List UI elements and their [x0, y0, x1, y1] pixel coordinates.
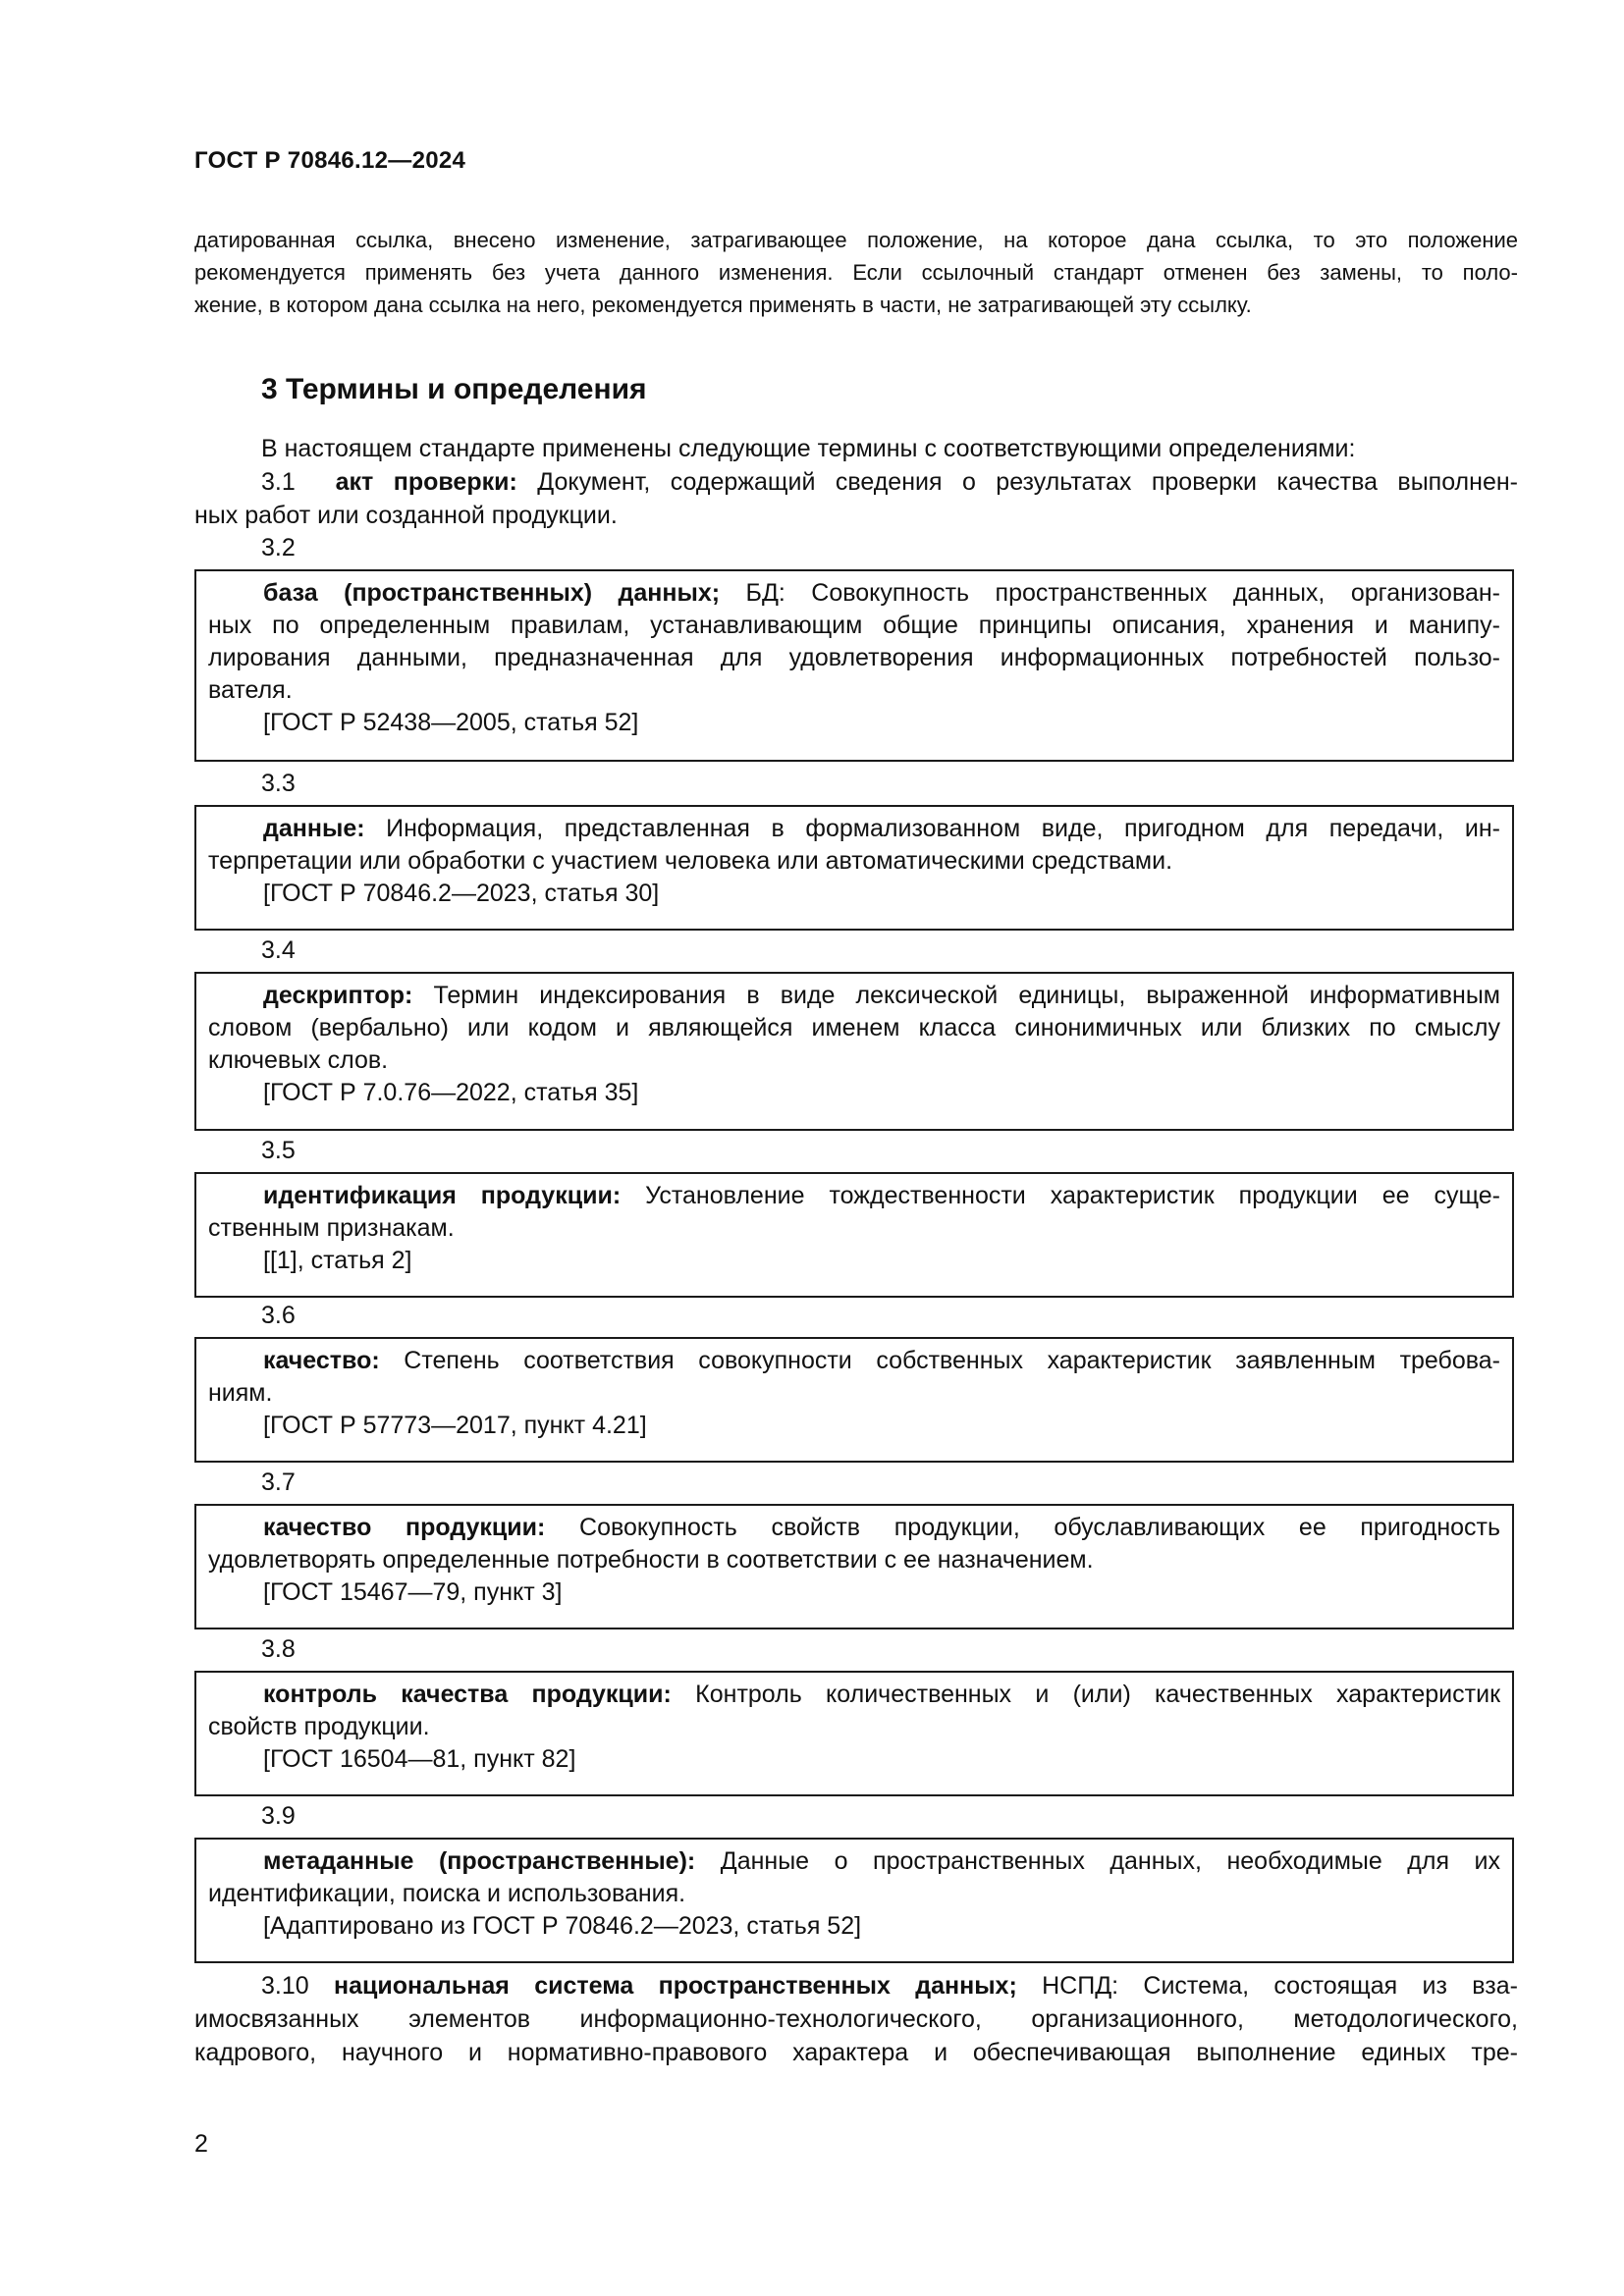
term-definition: Установление тождественности характеристик продукции ее суще- [645, 1182, 1500, 1209]
term-definition-line: ных по определенным правилам, устанавливающим общие принципы описания, хранения и манипу- [208, 612, 1500, 639]
term-number: 3.1 [261, 468, 296, 496]
term-definition-line: лирования данными, предназначенная для удовлетворения информационных потребностей пользо- [208, 644, 1500, 671]
term-definition-line: ственным признакам. [208, 1214, 455, 1242]
section-lead: В настоящем стандарте применены следующие термины с соответствующими определениями: [261, 435, 1356, 462]
term-box-3-6 [194, 1337, 1514, 1463]
term-3-1-cont: ных работ или созданной продукции. [194, 502, 618, 529]
term-box-3-8 [194, 1671, 1514, 1796]
term-box-3-7 [194, 1504, 1514, 1629]
term-definition: Информация, представленная в формализованном виде, пригодном для передачи, ин- [386, 815, 1500, 842]
term-source: [ГОСТ 15467—79, пункт 3] [263, 1578, 563, 1606]
term-first-line [208, 813, 1500, 845]
term-first-line [208, 980, 1500, 1012]
term-number: 3.4 [261, 936, 296, 964]
term-source: [ГОСТ Р 7.0.76—2022, статья 35] [263, 1079, 639, 1106]
term-name: база (пространственных) данных; [263, 579, 721, 607]
term-3-1-line [194, 465, 1518, 499]
term-first-line [208, 1180, 1500, 1212]
term-definition-line: идентификации, поиска и использования. [208, 1880, 686, 1907]
intro-paragraph [194, 224, 1518, 321]
intro-line: жение, в котором дана ссылка на него, рекомендуется применять в части, не затрагивающей эту ссылку. [194, 293, 1252, 317]
term-number: 3.7 [261, 1468, 296, 1496]
term-first-line [208, 1345, 1500, 1377]
term-first-line [208, 577, 1500, 610]
term-box-3-9 [194, 1838, 1514, 1963]
term-source: [ГОСТ 16504—81, пункт 82] [263, 1745, 576, 1773]
term-definition-line: вателя. [208, 676, 293, 704]
term-name: качество: [263, 1347, 380, 1374]
term-3-10-line [194, 1969, 1518, 2002]
term-number: 3.3 [261, 770, 296, 797]
term-definition-line: кадрового, научного и нормативно-правового характера и обеспечивающая выполнение единых тре- [194, 2039, 1518, 2066]
term-box-3-4 [194, 972, 1514, 1131]
term-definition: БД: Совокупность пространственных данных, организован- [745, 579, 1500, 607]
term-name: данные: [263, 815, 365, 842]
term-box-3-5 [194, 1172, 1514, 1298]
term-definition: Совокупность свойств продукции, обуславливающих ее пригодность [579, 1514, 1500, 1541]
term-definition-line: ниям. [208, 1379, 273, 1407]
term-box-3-2 [194, 569, 1514, 762]
term-definition-line: имосвязанных элементов информационно-технологического, организационного, методологического, [194, 2005, 1518, 2033]
term-source: [[1], статья 2] [263, 1247, 412, 1274]
term-definition-line: ключевых слов. [208, 1046, 389, 1074]
document-code-header: ГОСТ Р 70846.12—2024 [194, 147, 466, 174]
term-name: качество продукции: [263, 1514, 546, 1541]
term-name: акт проверки: [335, 468, 517, 496]
term-source: [ГОСТ Р 70846.2—2023, статья 30] [263, 880, 660, 907]
section-title: 3 Термины и определения [261, 373, 647, 405]
term-name: контроль качества продукции: [263, 1681, 672, 1708]
term-definition: Термин индексирования в виде лексической единицы, выраженной информативным [433, 982, 1500, 1009]
term-box-3-3 [194, 805, 1514, 931]
term-number: 3.6 [261, 1302, 296, 1329]
term-3-10-block [194, 1969, 1518, 2069]
term-definition-line: словом (вербально) или кодом и являющейся именем класса синонимичных или близких по смыслу [208, 1014, 1500, 1041]
page-number: 2 [194, 2130, 208, 2158]
term-definition: Степень соответствия совокупности собственных характеристик заявленным требова- [404, 1347, 1500, 1374]
term-definition: Документ, содержащий сведения о результатах проверки качества выполнен- [537, 468, 1518, 496]
term-first-line [208, 1845, 1500, 1878]
term-definition-line: свойств продукции. [208, 1713, 430, 1740]
section-lead-block [194, 432, 1518, 532]
term-number: 3.2 [261, 534, 296, 561]
term-definition: Данные о пространственных данных, необходимые для их [720, 1847, 1500, 1875]
term-source: [ГОСТ Р 52438—2005, статья 52] [263, 709, 639, 736]
term-name: национальная система пространственных данных; [334, 1972, 1017, 2000]
term-first-line [208, 1512, 1500, 1544]
term-definition-line: терпретации или обработки с участием человека или автоматическими средствами. [208, 847, 1173, 875]
term-definition: НСПД: Система, состоящая из вза- [1042, 1972, 1518, 2000]
intro-line: рекомендуется применять без учета данного изменения. Если ссылочный стандарт отменен без замены, то поло- [194, 260, 1518, 285]
term-first-line [208, 1679, 1500, 1711]
term-name: идентификация продукции: [263, 1182, 622, 1209]
term-number: 3.5 [261, 1137, 296, 1164]
intro-line: датированная ссылка, внесено изменение, затрагивающее положение, на которое дана ссылка, то это положение [194, 228, 1518, 252]
term-source: [ГОСТ Р 57773—2017, пункт 4.21] [263, 1412, 647, 1439]
term-source: [Адаптировано из ГОСТ Р 70846.2—2023, статья 52] [263, 1912, 862, 1940]
term-name: дескриптор: [263, 982, 413, 1009]
term-number: 3.9 [261, 1802, 296, 1830]
term-number: 3.8 [261, 1635, 296, 1663]
term-definition-line: удовлетворять определенные потребности в соответствии с ее назначением. [208, 1546, 1094, 1574]
term-name: метаданные (пространственные): [263, 1847, 696, 1875]
term-definition: Контроль количественных и (или) качественных характеристик [695, 1681, 1501, 1708]
term-number: 3.10 [261, 1972, 309, 2000]
